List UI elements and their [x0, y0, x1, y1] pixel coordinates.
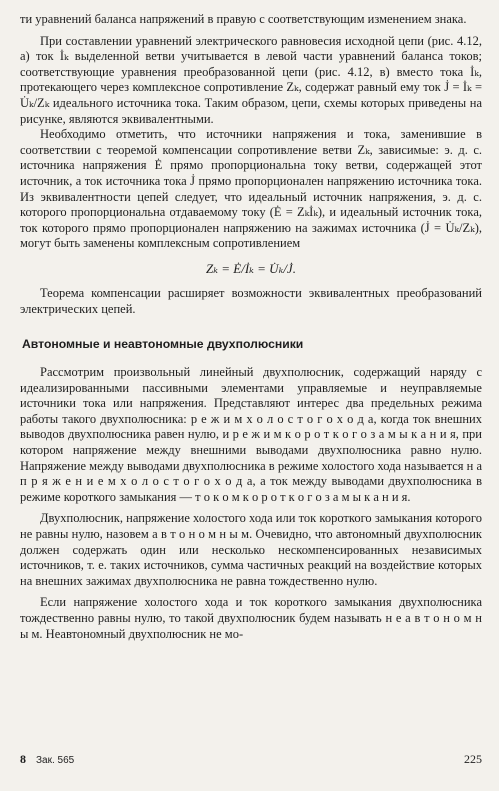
- section-title: Автономные и неавтономные двухполюсники: [22, 337, 304, 352]
- printer-signature: 8 Зак. 565: [20, 752, 75, 766]
- paragraph-theorem-summary: Теорема компенсации расширяет возможности эквивалентных преобразований электрических цепей.: [20, 285, 482, 316]
- paragraph-autonomous: Двухполюсник, напряжение холостого хода или ток короткого замыкания которого не равны нулю, назовем а в т о н о м н ы м. Очевидно, что автономный двухполюсник должен содержать один или несколько нескомпенсированных независимых источников, т. е. таких источников, сумма частичных реакций на воздействие которых на внешних зажимах двухполюсника не равна тождественно нулю.: [20, 511, 482, 588]
- page-number: 225: [464, 752, 482, 766]
- paragraph-nonautonomous: Если напряжение холостого хода и ток короткого замыкания двухполюсника тождественно равны нулю, то такой двухполюсник будем называть н е а в т о н о м н ы м. Неавтономный двухполюсник не мо-: [20, 595, 482, 641]
- page-footer: [20, 752, 482, 767]
- paragraph-continued: ти уравнений баланса напряжений в правую с соответствующим изменением знака.: [20, 12, 467, 26]
- signature-note: Зак. 565: [36, 755, 75, 766]
- page-content: [20, 12, 482, 642]
- paragraph-compensation-currents: При составлении уравнений электрического равновесия исходной цепи (рис. 4.12, а) ток İₖ выделенной ветви учитывается в левой части уравнений баланса токов; соответствующие уравнения преобразованной цепи (рис. 4.12, в) вместо тока İₖ, протекающего через комплексное сопротивление Zₖ, содержат равный ему ток J̇ = İₖ = U̇ₖ/Zₖ идеального источника тока. Таким образом, цепи, схемы которых приведены на рисунке, являются эквивалентными.: [20, 33, 482, 126]
- paragraph-dependent-sources: Необходимо отметить, что источники напряжения и тока, заменившие в соответствии с теоремой компенсации сопротивление ветви Zₖ, зависимые: э. д. с. источника напряжения Ė прямо пропорциональна току ветви, содержащей этот источник, а ток источника тока J̇ прямо пропорционален напряжению источника тока. Из эквивалентности цепей следует, что идеальный источник напряжения, э. д. с. которого пропорциональна отдаваемому току (Ė = Zₖİₖ), и идеальный источник тока, ток которого прямо пропорционален напряжению на зажимах источника (J̇ = U̇ₖ/Zₖ), могут быть заменены комплексным сопротивлением: [20, 127, 482, 251]
- formula-compensation: Zₖ = Ė/İₖ = U̇ₖ/J̇.: [206, 260, 296, 276]
- paragraph-two-terminal-modes: Рассмотрим произвольный линейный двухполюсник, содержащий наряду с идеализированными пассивными элементами управляемые и неуправляемые источники тока или напряжения. Представляют интерес два предельных режима работы такого двухполюсника: р е ж и м х о л о с т о г о х о д а, когда ток внешних выводов двухполюсника равен нулю, и р е ж и м к о р о т к о г о з а м ы к а н и я, при котором напряжение между внешними выводами двухполюсника равно нулю. Напряжение между выводами двухполюсника в режиме холостого хода называется н а п р я ж е н и е м х о л о с т о г о х о д а, а ток между выводами двухполюсника в режиме короткого замыкания — т о к о м к о р о т к о г о з а м ы к а н и я.: [20, 365, 482, 504]
